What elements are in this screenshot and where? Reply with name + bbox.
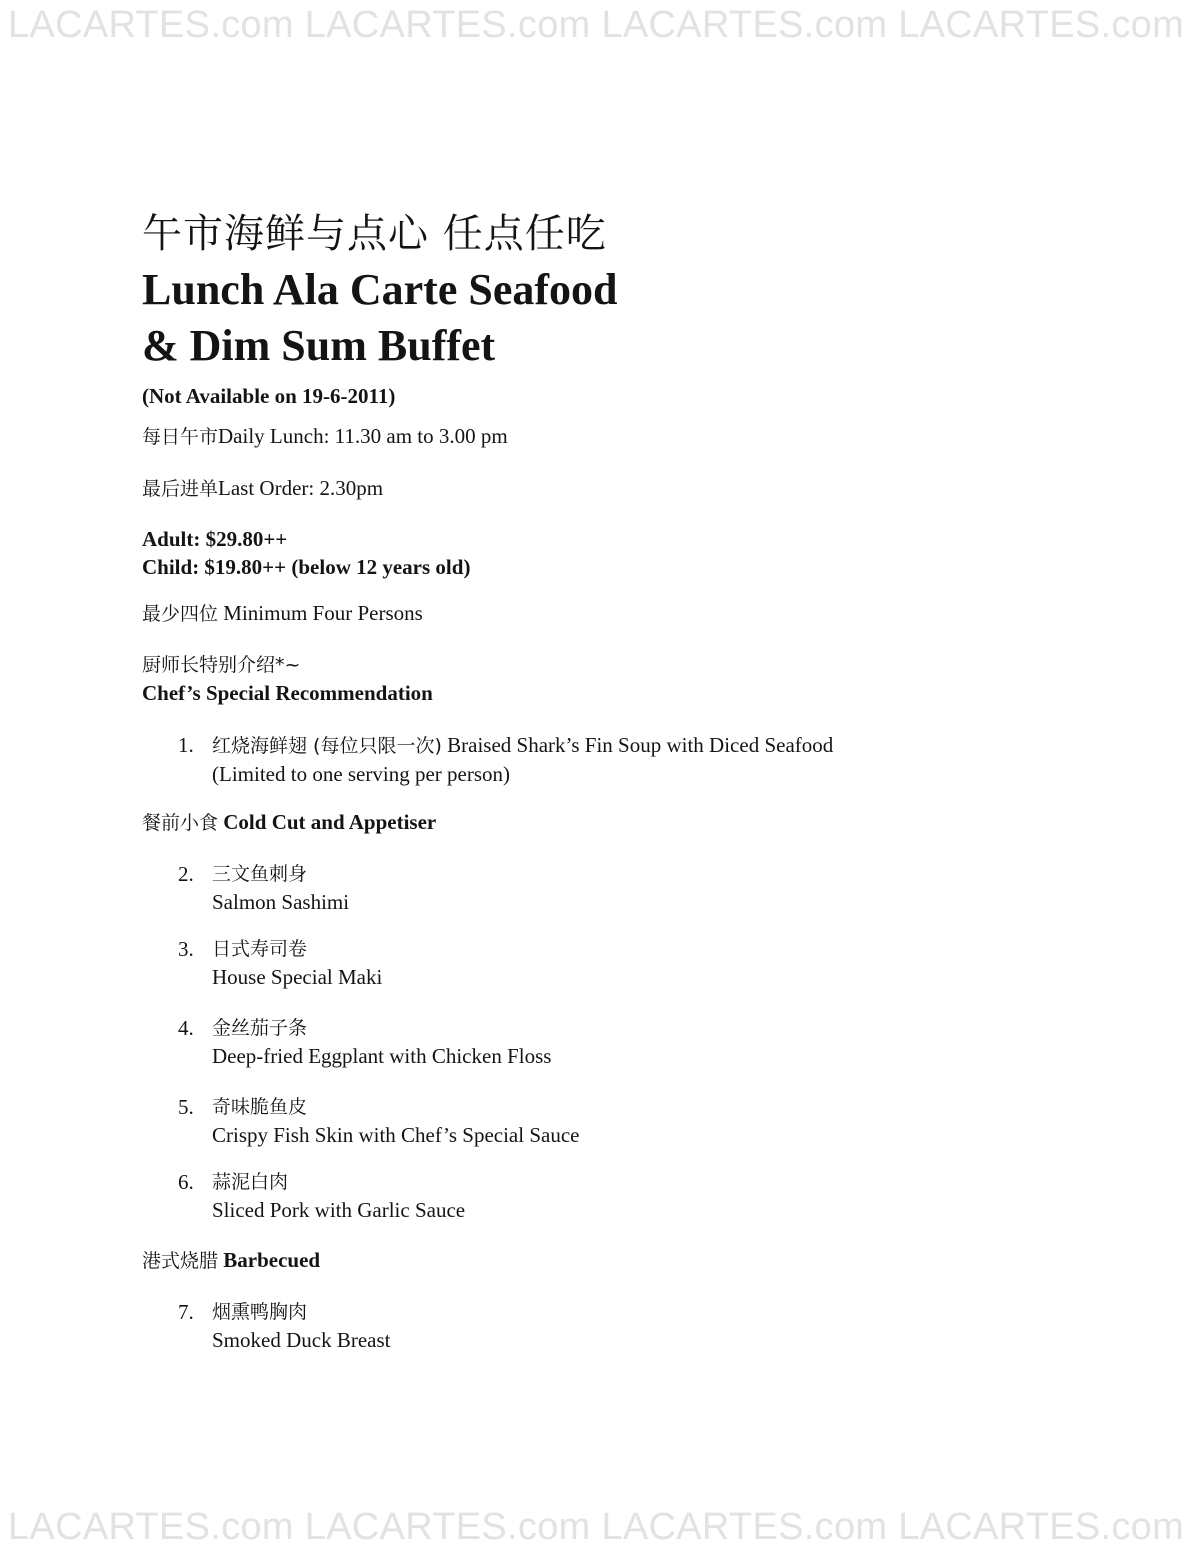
section-title-en: Barbecued [223, 1248, 321, 1272]
menu-item [142, 1014, 1042, 1070]
page-title-english-line2: & Dim Sum Buffet [142, 321, 496, 370]
menu-item-number: 2. [178, 862, 194, 886]
menu-item-name-en: Deep-fried Eggplant with Chicken Floss [212, 1044, 552, 1068]
menu-item-name-cn: 红烧海鲜翅 (每位只限一次) [212, 735, 442, 757]
menu-item-number: 7. [178, 1300, 194, 1324]
section-title-cn-text: 厨师长特别介绍*~ [142, 654, 301, 676]
menu-item-name-en: Sliced Pork with Garlic Sauce [212, 1198, 466, 1222]
menu-list [142, 860, 1042, 1224]
menu-item-number: 6. [178, 1170, 194, 1194]
section-title-cn [142, 650, 1042, 679]
menu-item-note: (Limited to one serving per person) [212, 762, 510, 786]
menu-item-name-cn: 奇味脆鱼皮 [212, 1096, 308, 1118]
menu-item [142, 1298, 1042, 1354]
section-barbecued [142, 1246, 1042, 1354]
menu-item-number: 1. [178, 733, 194, 757]
menu-item-line [212, 733, 833, 757]
menu-item-name-en: Crispy Fish Skin with Chef’s Special Sauce [212, 1123, 580, 1147]
menu-item [142, 1168, 1042, 1224]
daily-lunch-label-cn: 每日午市 [142, 426, 219, 448]
page-title-english-line1: Lunch Ala Carte Seafood [142, 265, 618, 314]
menu-list [142, 731, 1042, 788]
menu-page [142, 206, 1042, 1354]
section-cold-cut [142, 808, 1042, 1224]
section-chef-special [142, 650, 1042, 788]
adult-price: Adult: $29.80++ [142, 527, 288, 551]
menu-item-name-en: Smoked Duck Breast [212, 1328, 391, 1352]
menu-item-number: 3. [178, 937, 194, 961]
daily-lunch-hours [142, 422, 1042, 451]
menu-item [142, 1093, 1042, 1149]
section-title-cn: 港式烧腊 [142, 1250, 219, 1272]
menu-item-name-cn: 蒜泥白肉 [212, 1171, 289, 1193]
menu-item-name-cn: 日式寿司卷 [212, 938, 308, 960]
menu-item [142, 731, 1042, 788]
minimum-persons-cn: 最少四位 [142, 603, 219, 625]
menu-item-name-en: House Special Maki [212, 965, 383, 989]
minimum-persons-en: Minimum Four Persons [223, 601, 423, 625]
menu-item [142, 935, 1042, 991]
page-title-chinese: 午市海鲜与点心 任点任吃 [142, 211, 607, 257]
section-title-cn: 餐前小食 [142, 812, 219, 834]
last-order-time [142, 474, 1042, 503]
menu-item-name-cn: 金丝茄子条 [212, 1017, 308, 1039]
last-order-label-en: Last Order: 2.30pm [218, 476, 384, 500]
menu-item-name-en: Braised Shark’s Fin Soup with Diced Seafood [447, 733, 834, 757]
child-price: Child: $19.80++ (below 12 years old) [142, 555, 471, 579]
section-title [142, 808, 1042, 837]
menu-item-name-en: Salmon Sashimi [212, 890, 350, 914]
availability-note: (Not Available on 19-6-2011) [142, 384, 396, 408]
last-order-label-cn: 最后进单 [142, 478, 219, 500]
menu-item-number: 5. [178, 1095, 194, 1119]
menu-item [142, 860, 1042, 916]
section-title-en: Chef’s Special Recommendation [142, 681, 433, 705]
section-title-en: Cold Cut and Appetiser [223, 810, 437, 834]
menu-list [142, 1298, 1042, 1354]
menu-item-name-cn: 烟熏鸭胸肉 [212, 1301, 308, 1323]
minimum-persons [142, 599, 1042, 628]
menu-item-number: 4. [178, 1016, 194, 1040]
menu-item-name-cn: 三文鱼刺身 [212, 863, 308, 885]
daily-lunch-label-en: Daily Lunch: 11.30 am to 3.00 pm [218, 424, 508, 448]
watermark-top: LACARTES.com LACARTES.com LACARTES.com LACARTES.com [8, 6, 1185, 44]
section-title [142, 1246, 1042, 1275]
watermark-bottom: LACARTES.com LACARTES.com LACARTES.com LACARTES.com [8, 1508, 1185, 1546]
